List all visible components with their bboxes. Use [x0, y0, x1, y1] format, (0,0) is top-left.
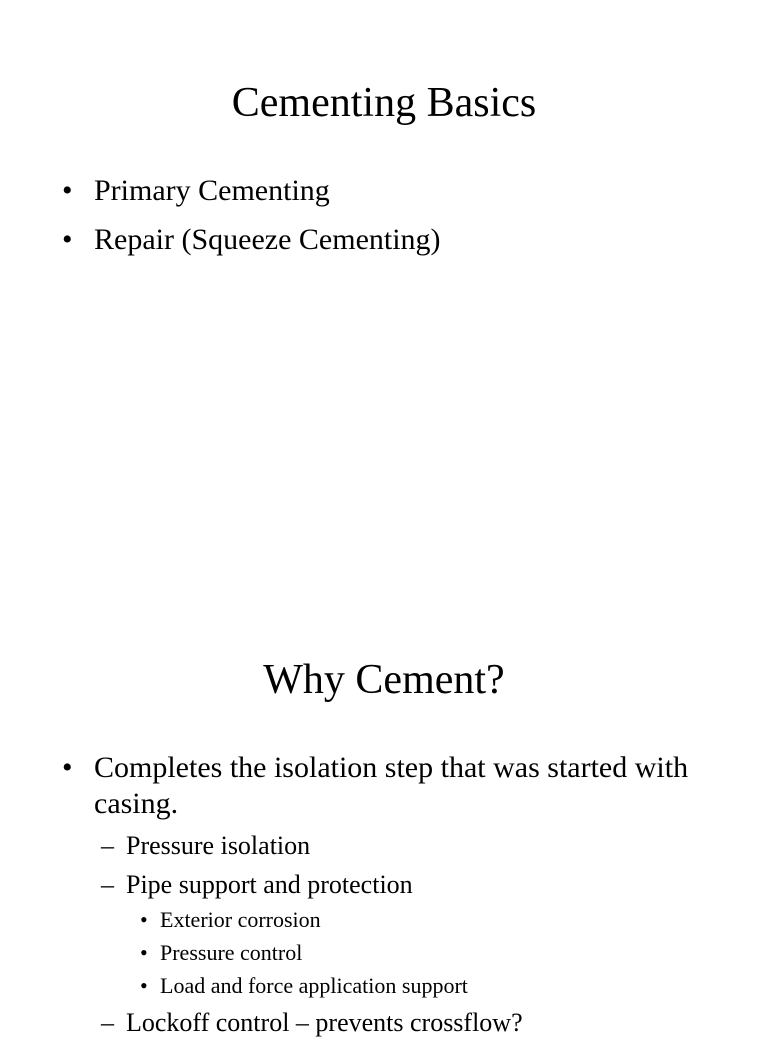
- bullet-text: Completes the isolation step that was started with casing.: [94, 751, 689, 820]
- bullet-item: [0, 750, 714, 822]
- bullet-text: Repair (Squeeze Cementing): [94, 223, 441, 256]
- sub-bullet-text: Pressure isolation: [126, 831, 311, 860]
- sub-bullet-text: Lockoff control – prevents crossflow?: [126, 1008, 523, 1037]
- bullet-marker: •: [140, 907, 148, 932]
- dash-marker: –: [101, 831, 114, 860]
- bullet-marker: •: [140, 973, 148, 998]
- sub-bullet-item: [0, 1008, 714, 1038]
- bullet-marker: •: [62, 751, 73, 784]
- sub-bullet-item: [0, 831, 714, 861]
- sub-sub-bullet-text: Load and force application support: [160, 973, 468, 998]
- bullet-marker: •: [62, 223, 73, 256]
- sub-sub-bullet-item: [0, 907, 714, 933]
- slide-why-cement: [0, 576, 768, 1037]
- sub-bullet-item: [0, 870, 714, 900]
- dash-marker: –: [101, 870, 114, 899]
- slide-title: Cementing Basics: [231, 80, 537, 126]
- sub-bullet-text: Pipe support and protection: [126, 870, 413, 899]
- sub-sub-bullet-text: Exterior corrosion: [160, 907, 321, 932]
- sub-sub-bullet-item: [0, 940, 714, 966]
- bullet-item: [0, 173, 714, 209]
- sub-sub-bullet-item: [0, 973, 714, 999]
- sub-sub-bullet-text: Pressure control: [160, 940, 303, 965]
- dash-marker: –: [101, 1008, 114, 1037]
- bullet-list: [0, 173, 714, 258]
- bullet-marker: •: [62, 174, 73, 207]
- bullet-item: [0, 222, 714, 258]
- slide-title: Why Cement?: [263, 657, 505, 703]
- bullet-text: Primary Cementing: [94, 174, 330, 207]
- bullet-list: [0, 750, 714, 1038]
- bullet-marker: •: [140, 940, 148, 965]
